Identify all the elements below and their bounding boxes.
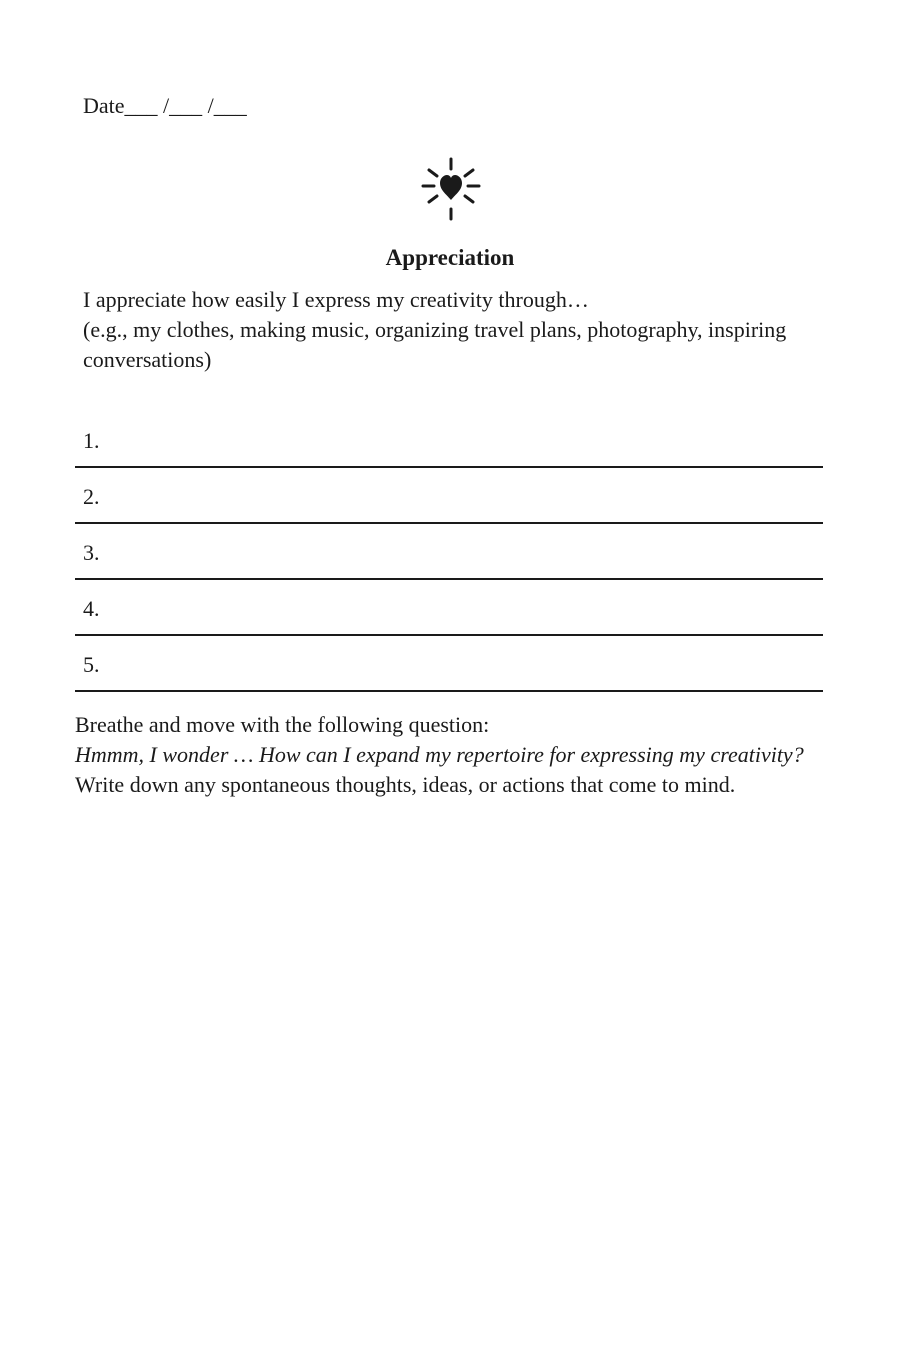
reflection-question: Hmmm, I wonder … How can I expand my repertoire for expressing my creativity? [75, 742, 804, 767]
list-item-number: 1. [83, 428, 100, 453]
list-item-number: 5. [83, 652, 100, 677]
list-item-number: 3. [83, 540, 100, 565]
list-item[interactable] [75, 524, 823, 580]
reflection-instruction: Write down any spontaneous thoughts, ideas, or actions that come to mind. [75, 772, 736, 797]
list-item[interactable] [75, 468, 823, 524]
list-item[interactable] [75, 580, 823, 636]
reflection-block [75, 710, 855, 800]
list-item[interactable] [75, 412, 823, 468]
heart-sun-icon [420, 156, 482, 222]
section-title: Appreciation [385, 245, 515, 270]
prompt-examples: (e.g., my clothes, making music, organizing travel plans, photography, inspiring conversations) [83, 317, 787, 372]
appreciation-list [75, 412, 823, 692]
reflection-intro: Breathe and move with the following question: [75, 712, 490, 737]
list-item[interactable] [75, 636, 823, 692]
date-field[interactable]: Date___ /___ /___ [83, 93, 247, 118]
list-item-number: 4. [83, 596, 100, 621]
appreciation-prompt [83, 285, 803, 375]
list-item-number: 2. [83, 484, 100, 509]
prompt-line: I appreciate how easily I express my creativity through… [83, 287, 589, 312]
